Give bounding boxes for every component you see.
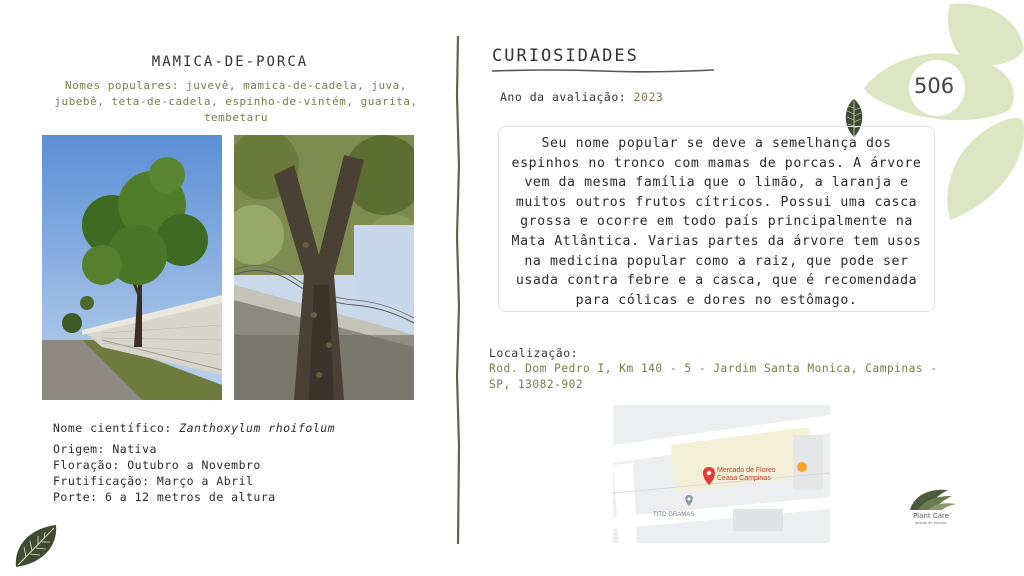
location-map[interactable] [613,405,830,543]
scientific-name-line [53,421,335,435]
origin: Origem: Nativa [53,442,157,456]
logo-name: Plant Care [912,512,950,520]
fruiting: Frutificação: Março a Abril [53,474,254,488]
scientific-label: Nome científico: [53,421,180,435]
location-address: Rod. Dom Pedro I, Km 140 - 5 - Jardim Santa Monica, Campinas - SP, 13082-902 [489,362,938,391]
year-label: Ano da avaliação: [500,90,634,104]
map-street-label: TITO GRAMAS [653,512,695,518]
logo-tagline: gestão de árvores [915,521,947,525]
title-underline [492,68,714,74]
popular-names: Nomes populares: juvevê, mamica-de-cadela, juva, jubebê, teta-de-cadela, espinho-de-vintém, guarita, tembetaru [54,79,418,124]
map-place-line2: Ceasa Campinas [717,475,771,482]
location-label: Localização: [489,346,579,360]
plant-care-logo-icon [904,486,960,512]
tree-title: MAMICA-DE-PORCA [151,54,309,70]
scientific-name: Zanthoxylum rhoifolum [179,421,336,435]
leaf-icon [12,523,60,569]
curiosities-title: CURIOSIDADES [492,46,639,66]
tree-photo-full [42,135,222,400]
tree-trunk-photo [234,135,414,400]
evaluation-year [500,90,663,104]
vertical-divider [455,36,461,544]
year-value: 2023 [633,90,664,104]
curiosity-text: Seu nome popular se deve a semelhança dos espinhos no tronco com mamas de porcas. A árvore vem da mesma família que o limão, a laranja e muitos outros frutos cítricos. Possui uma casca grossa e ocorre em todo país principalmente na Mata Atlântica. Varias partes da árvore tem usos na medicina popular como a raiz, que pode ser usada contra febre e a casca, que é recomendada para cólicas e dores no estômago. [498,126,935,312]
map-place-label [717,467,775,483]
flowering: Floração: Outubro a Novembro [53,458,261,472]
map-place-line1: Mercado de Flores [717,467,776,474]
size: Porte: 6 a 12 metros de altura [53,490,276,504]
page-number: 506 [914,74,955,98]
